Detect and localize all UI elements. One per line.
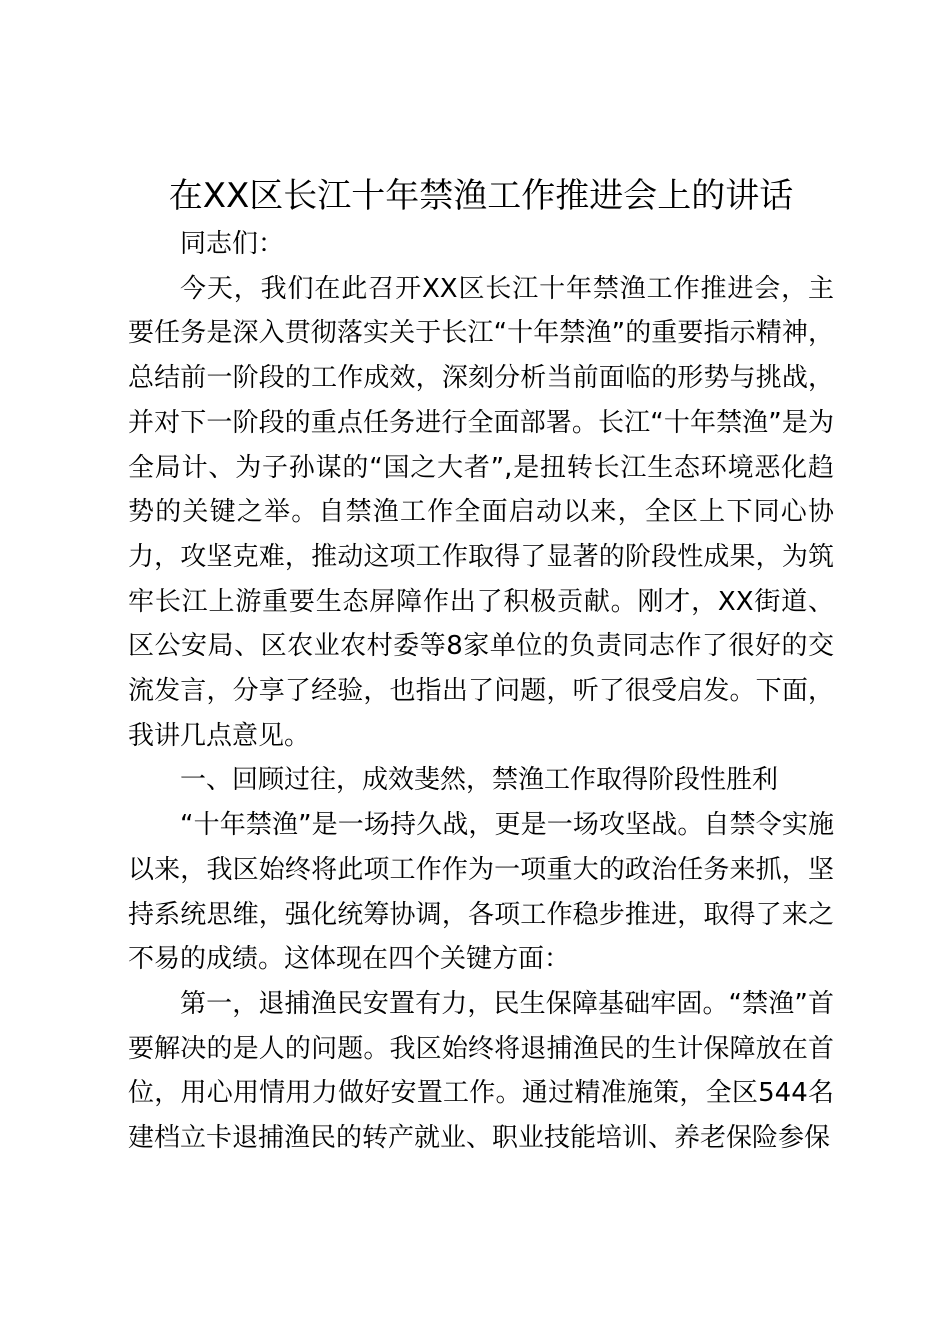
- section-heading-1: 一、回顾过往，成效斐然，禁渔工作取得阶段性胜利: [180, 765, 779, 796]
- document-title: 在XX区长江十年禁渔工作推进会上的讲话: [168, 176, 794, 216]
- intro-paragraph: 今天，我们在此召开XX区长江十年禁渔工作推进会，主要任务是深入贯彻落实关于长江“十年禁渔”的重要指示精神，总结前一阶段的工作成效，深刻分析当前面临的形势与挑战，并对下一阶段的重点任务进行全面部署。长江“十年禁渔”是为全局计、为子孙谋的“国之大者”,是扭转长江生态环境恶化趋势的关键之举。自禁渔工作全面启动以来，全区上下同心协力，攻坚克难，推动这项工作取得了显著的阶段性成果，为筑牢长江上游重要生态屏障作出了积极贡献。刚才，XX街道、区公安局、区农业农村委等8家单位的负责同志作了很好的交流发言，分享了经验，也指出了问题，听了很受启发。下面，我讲几点意见。: [128, 273, 834, 751]
- section-1-paragraph-1: “十年禁渔”是一场持久战，更是一场攻坚战。自禁令实施以来，我区始终将此项工作作为一项重大的政治任务来抓，坚持系统思维，强化统筹协调，各项工作稳步推进，取得了来之不易的成绩。这体现在四个关键方面：: [128, 810, 834, 975]
- salutation: 同志们：: [180, 229, 285, 259]
- document-page: [128, 170, 834, 1161]
- section-1-paragraph-2: 第一，退捕渔民安置有力，民生保障基础牢固。“禁渔”首要解决的是人的问题。我区始终将退捕渔民的生计保障放在首位，用心用情用力做好安置工作。通过精准施策，全区544名建档立卡退捕渔民的转产就业、职业技能培训、养老保险参保: [128, 988, 834, 1154]
